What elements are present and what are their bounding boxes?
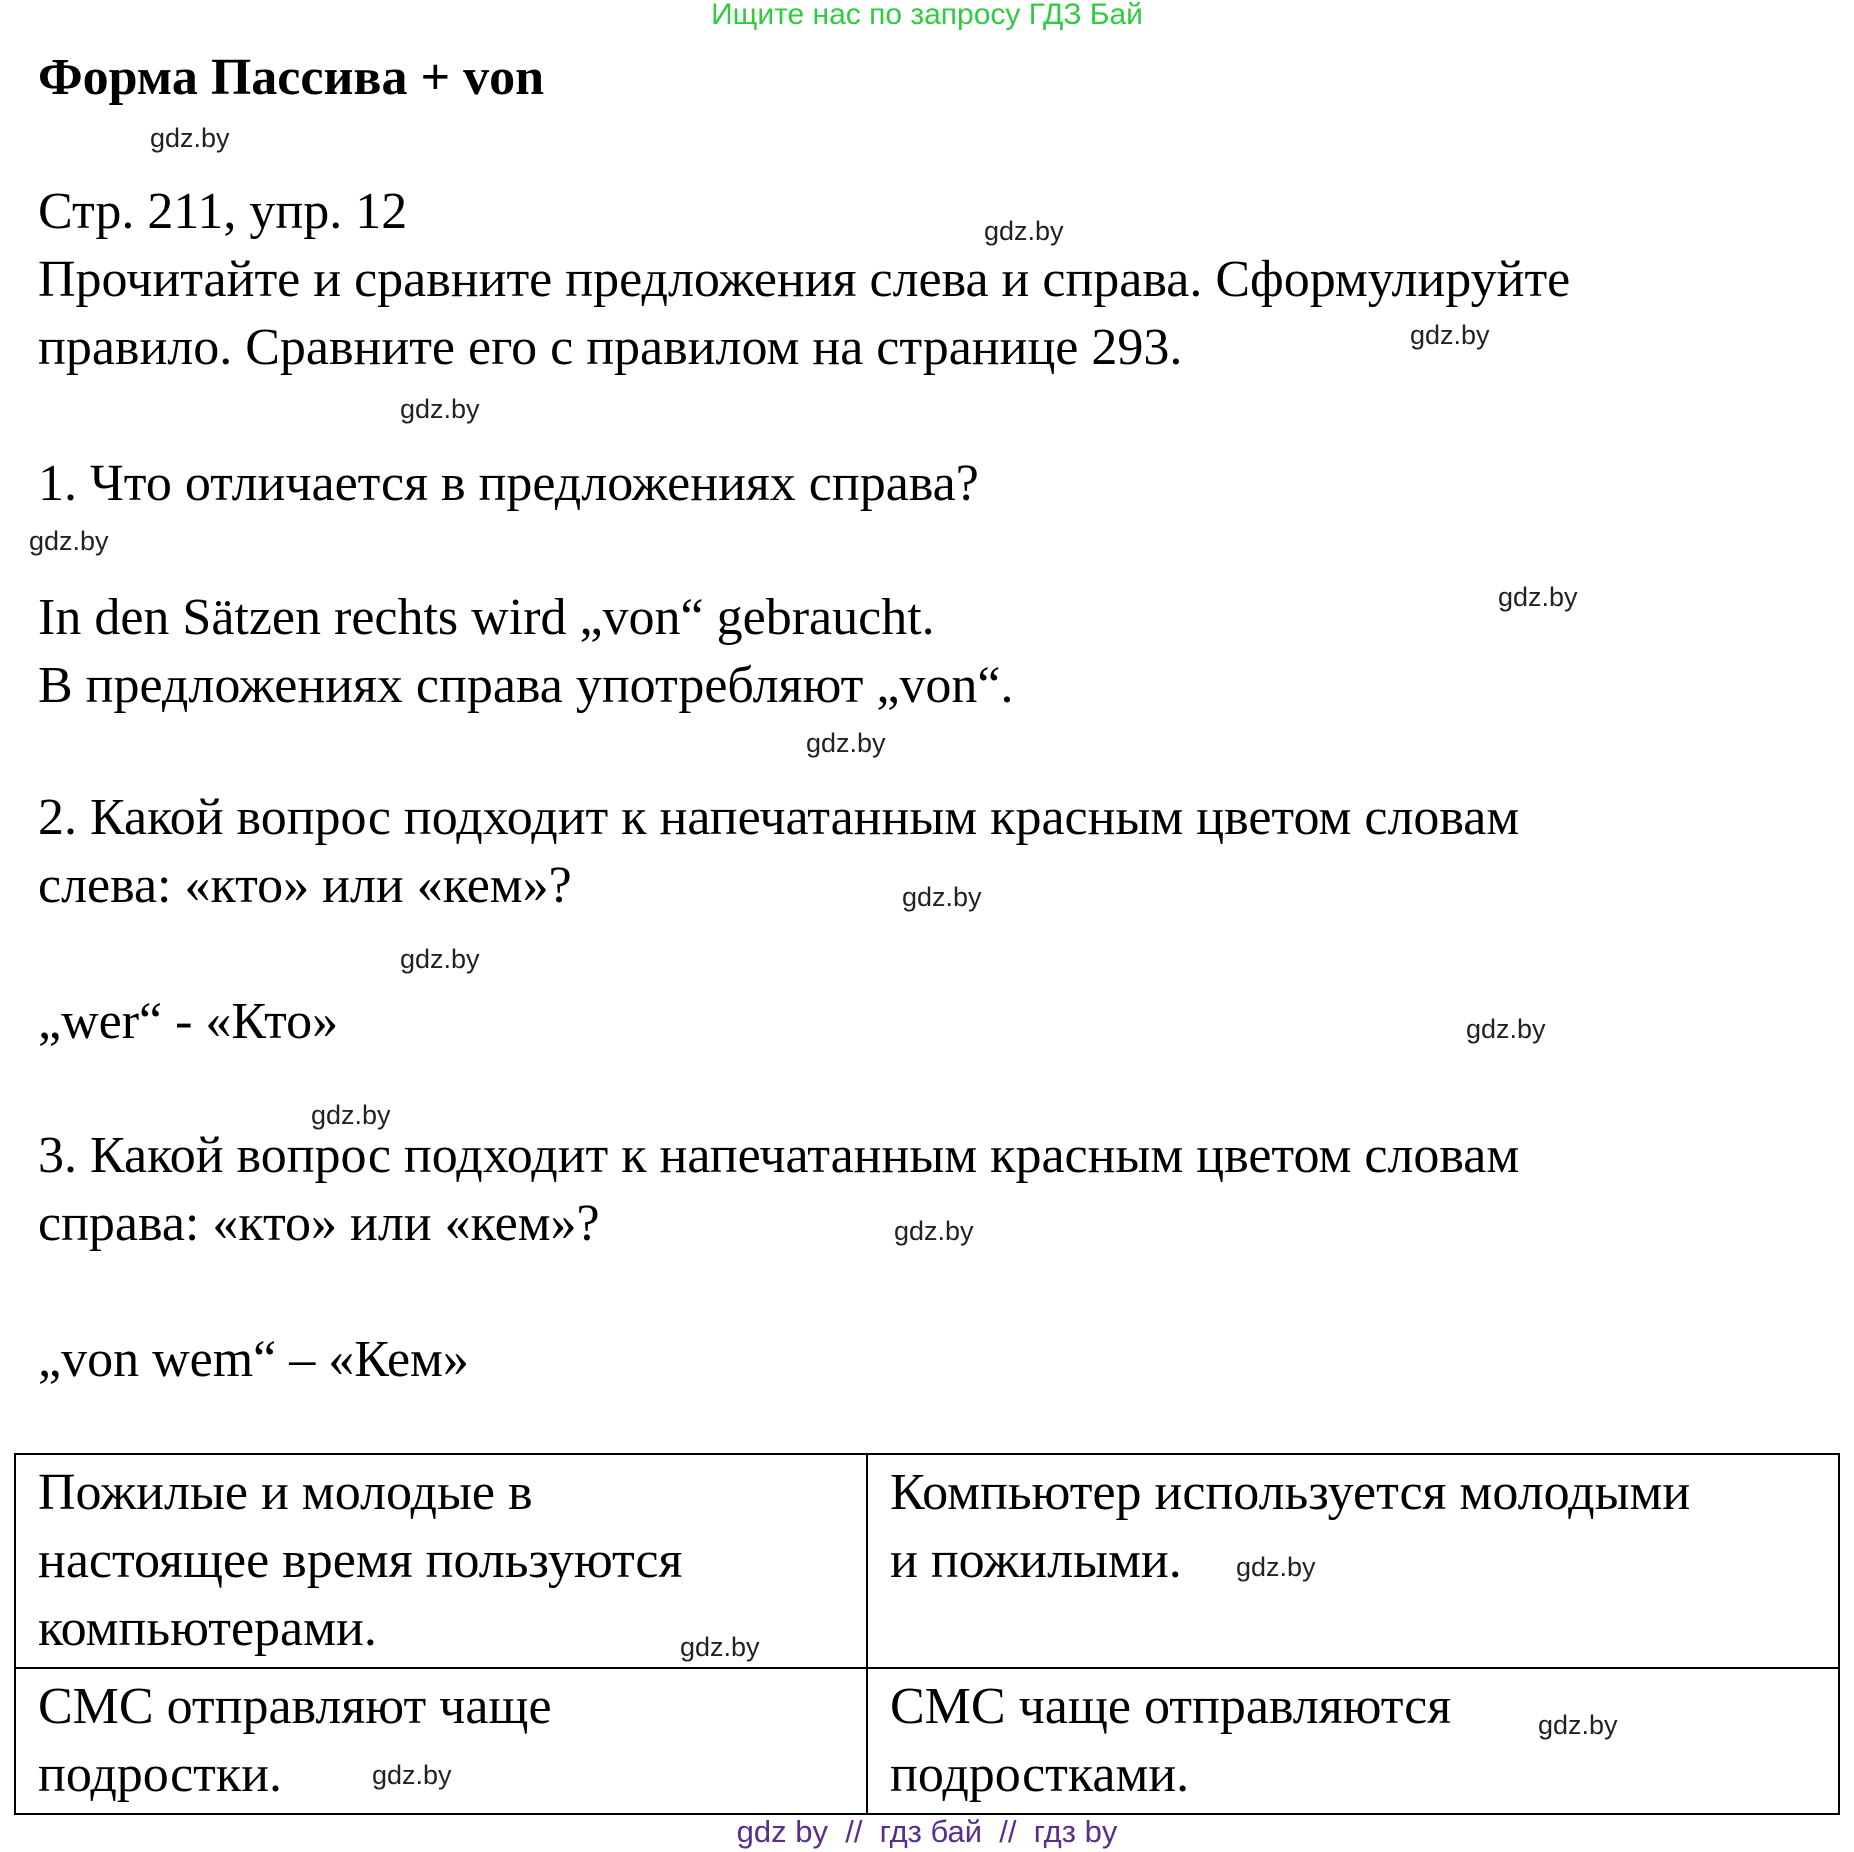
- instruction-line-1: Прочитайте и сравните предложения слева и справа. Сформулируйте: [38, 251, 1571, 308]
- question-1: 1. Что отличается в предложениях справа?: [38, 455, 979, 512]
- cell-line: СМС отправляют чаще: [38, 1678, 552, 1735]
- comparison-table: [14, 1453, 1840, 1815]
- table-cell-left: [15, 1668, 867, 1814]
- question-2-line-2: слева: «кто» или «кем»?: [38, 857, 572, 914]
- watermark: gdz.by: [311, 1100, 391, 1130]
- watermark: gdz.by: [1498, 582, 1578, 612]
- watermark: gdz.by: [400, 944, 480, 974]
- table-cell-right: [867, 1668, 1839, 1814]
- watermark: gdz.by: [680, 1632, 760, 1662]
- table-cell-left: [15, 1454, 867, 1668]
- question-3-line-1: 3. Какой вопрос подходит к напечатанным красным цветом словам: [38, 1127, 1520, 1184]
- question-3-line-2: справа: «кто» или «кем»?: [38, 1195, 600, 1252]
- watermark: gdz.by: [29, 526, 109, 556]
- watermark: gdz.by: [150, 123, 230, 153]
- watermark: gdz.by: [894, 1216, 974, 1246]
- cell-line: Пожилые и молодые в: [38, 1464, 533, 1521]
- table-cell-right: [867, 1454, 1839, 1668]
- exercise-ref: Стр. 211, упр. 12: [38, 183, 408, 240]
- answer-3: „von wem“ – «Кем»: [38, 1331, 469, 1388]
- table-row: [15, 1668, 1839, 1814]
- watermark: gdz.by: [1466, 1014, 1546, 1044]
- watermark: gdz.by: [902, 882, 982, 912]
- cell-line: и пожилыми.: [890, 1532, 1182, 1589]
- cell-line: настоящее время пользуются: [38, 1532, 683, 1589]
- footer-links: gdz by // гдз бай // гдз by: [736, 1814, 1118, 1849]
- answer-1-de: In den Sätzen rechts wird „von“ gebraucht.: [38, 589, 935, 646]
- watermark: gdz.by: [1410, 320, 1490, 350]
- cell-line: подростки.: [38, 1746, 282, 1803]
- cell-line: СМС чаще отправляются: [890, 1678, 1452, 1735]
- watermark: gdz.by: [1236, 1552, 1316, 1582]
- watermark: gdz.by: [372, 1760, 452, 1790]
- cell-line: компьютерами.: [38, 1600, 377, 1657]
- watermark: gdz.by: [400, 394, 480, 424]
- question-2-line-1: 2. Какой вопрос подходит к напечатанным красным цветом словам: [38, 789, 1520, 846]
- cell-line: подростками.: [890, 1746, 1190, 1803]
- watermark: gdz.by: [984, 216, 1064, 246]
- instruction-line-2: правило. Сравните его с правилом на странице 293.: [38, 319, 1183, 376]
- cell-line: Компьютер используется молодыми: [890, 1464, 1691, 1521]
- answer-1-ru: В предложениях справа употребляют „von“.: [38, 657, 1014, 714]
- page-title: Форма Пассива + von: [38, 49, 545, 106]
- top-banner: Ищите нас по запросу ГДЗ Бай: [711, 0, 1143, 31]
- table-row: [15, 1454, 1839, 1668]
- answer-2: „wer“ - «Кто»: [38, 993, 339, 1050]
- watermark: gdz.by: [806, 728, 886, 758]
- watermark: gdz.by: [1538, 1710, 1618, 1740]
